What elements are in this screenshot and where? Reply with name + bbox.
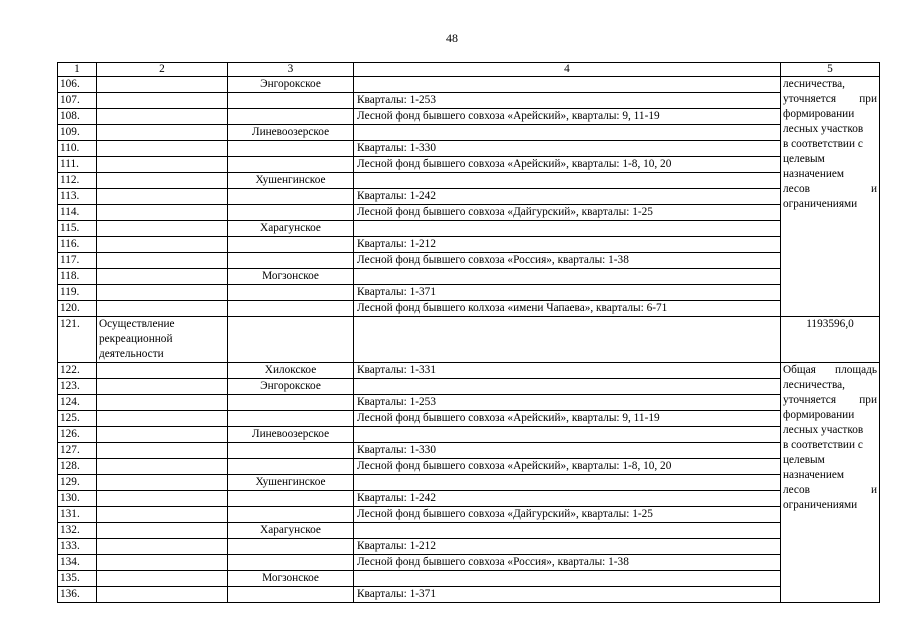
row-number: 119. <box>58 285 97 301</box>
district-cell <box>228 157 354 173</box>
table-row <box>58 507 880 523</box>
table-row <box>58 571 880 587</box>
description-cell: Лесной фонд бывшего совхоза «Дайгурский», кварталы: 1-25 <box>354 507 781 523</box>
row-number: 109. <box>58 125 97 141</box>
note-word: лесов <box>783 183 810 195</box>
purpose-cell <box>97 301 228 317</box>
table-row <box>58 93 880 109</box>
table-row <box>58 189 880 205</box>
row-number: 126. <box>58 427 97 443</box>
purpose-cell <box>97 109 228 125</box>
row-number: 134. <box>58 555 97 571</box>
purpose-cell <box>97 459 228 475</box>
table-row <box>58 301 880 317</box>
row-number: 114. <box>58 205 97 221</box>
note-line <box>783 393 877 408</box>
note-line <box>783 468 877 483</box>
table-row <box>58 109 880 125</box>
row-number: 116. <box>58 237 97 253</box>
table-row <box>58 141 880 157</box>
description-cell: Кварталы: 1-253 <box>354 395 781 411</box>
note-word: и <box>870 484 877 496</box>
description-cell: Кварталы: 1-331 <box>354 363 781 379</box>
description-cell <box>354 427 781 443</box>
note-line <box>783 182 877 197</box>
table-row <box>58 395 880 411</box>
district-cell <box>228 395 354 411</box>
description-cell: Кварталы: 1-371 <box>354 587 781 603</box>
note-line <box>783 107 877 122</box>
note-word: уточняется <box>783 93 837 105</box>
table-row <box>58 539 880 555</box>
description-cell: Кварталы: 1-242 <box>354 491 781 507</box>
row-number: 120. <box>58 301 97 317</box>
purpose-cell <box>97 221 228 237</box>
description-cell: Кварталы: 1-253 <box>354 93 781 109</box>
row-number: 130. <box>58 491 97 507</box>
row-number: 123. <box>58 379 97 395</box>
purpose-cell <box>97 253 228 269</box>
district-cell <box>228 443 354 459</box>
district-cell: Энгорокское <box>228 379 354 395</box>
description-cell: Лесной фонд бывшего совхоза «Арейский», кварталы: 9, 11-19 <box>354 411 781 427</box>
row-number: 115. <box>58 221 97 237</box>
row-number: 135. <box>58 571 97 587</box>
district-cell <box>228 539 354 555</box>
district-cell: Хушенгинское <box>228 173 354 189</box>
row-number: 106. <box>58 77 97 93</box>
table-row <box>58 475 880 491</box>
purpose-cell <box>97 491 228 507</box>
note-word: ограничениями <box>783 198 858 210</box>
description-cell <box>354 173 781 189</box>
row-number: 122. <box>58 363 97 379</box>
row-number: 121. <box>58 317 97 363</box>
note-line <box>783 498 877 513</box>
page-number: 48 <box>446 31 458 45</box>
row-number: 118. <box>58 269 97 285</box>
purpose-cell <box>97 523 228 539</box>
note-line <box>783 423 877 438</box>
table-row <box>58 317 880 363</box>
purpose-cell <box>97 269 228 285</box>
table-body <box>58 77 880 603</box>
purpose-cell <box>97 141 228 157</box>
row-number: 132. <box>58 523 97 539</box>
purpose-cell <box>97 77 228 93</box>
row-number: 117. <box>58 253 97 269</box>
note-word: площадь <box>835 364 877 376</box>
district-cell: Хушенгинское <box>228 475 354 491</box>
table-row <box>58 491 880 507</box>
table-row <box>58 173 880 189</box>
purpose-cell <box>97 363 228 379</box>
description-cell <box>354 475 781 491</box>
note-word: при <box>859 394 877 406</box>
purpose-cell <box>97 587 228 603</box>
description-cell <box>354 379 781 395</box>
row-number: 107. <box>58 93 97 109</box>
table-row <box>58 523 880 539</box>
table-row <box>58 411 880 427</box>
district-cell <box>228 301 354 317</box>
column-number-row <box>58 63 880 77</box>
note-word: лесных участков <box>783 123 864 135</box>
description-cell: Лесной фонд бывшего колхоза «имени Чапаева», кварталы: 6-71 <box>354 301 781 317</box>
description-cell <box>354 125 781 141</box>
table-row <box>58 587 880 603</box>
district-cell <box>228 317 354 363</box>
note-cell <box>781 363 880 603</box>
table-row <box>58 157 880 173</box>
column-header: 3 <box>228 63 354 77</box>
note-word: лесничества, <box>783 379 845 391</box>
note-line <box>783 408 877 423</box>
row-number: 125. <box>58 411 97 427</box>
row-number: 133. <box>58 539 97 555</box>
description-cell <box>354 221 781 237</box>
table-row <box>58 363 880 379</box>
description-cell: Кварталы: 1-330 <box>354 443 781 459</box>
note-line <box>783 137 877 152</box>
description-cell: Кварталы: 1-212 <box>354 539 781 555</box>
note-word: ограничениями <box>783 499 858 511</box>
note-word: назначением <box>783 168 845 180</box>
district-cell: Хилокское <box>228 363 354 379</box>
district-cell <box>228 141 354 157</box>
district-cell: Могзонское <box>228 571 354 587</box>
district-cell: Харагунское <box>228 221 354 237</box>
table-row <box>58 125 880 141</box>
district-cell <box>228 253 354 269</box>
column-header: 2 <box>97 63 228 77</box>
column-header: 5 <box>781 63 880 77</box>
note-line <box>783 197 877 212</box>
purpose-cell <box>97 93 228 109</box>
district-cell <box>228 507 354 523</box>
description-cell: Лесной фонд бывшего совхоза «Дайгурский», кварталы: 1-25 <box>354 205 781 221</box>
purpose-cell <box>97 411 228 427</box>
row-number: 127. <box>58 443 97 459</box>
description-cell: Лесной фонд бывшего совхоза «Арейский», кварталы: 1-8, 10, 20 <box>354 459 781 475</box>
purpose-cell <box>97 555 228 571</box>
note-word: целевым <box>783 454 825 466</box>
note-line <box>783 483 877 498</box>
note-line <box>783 167 877 182</box>
row-number: 129. <box>58 475 97 491</box>
note-word: лесных участков <box>783 424 864 436</box>
district-cell: Линевоозерское <box>228 125 354 141</box>
note-word: в соответствии с <box>783 138 863 150</box>
purpose-cell <box>97 189 228 205</box>
description-cell: Лесной фонд бывшего совхоза «Россия», кварталы: 1-38 <box>354 555 781 571</box>
row-number: 113. <box>58 189 97 205</box>
purpose-cell <box>97 427 228 443</box>
description-cell: Лесной фонд бывшего совхоза «Арейский», кварталы: 1-8, 10, 20 <box>354 157 781 173</box>
note-word: и <box>870 183 877 195</box>
note-word: лесничества, <box>783 78 845 90</box>
purpose-cell <box>97 205 228 221</box>
district-cell <box>228 237 354 253</box>
row-number: 111. <box>58 157 97 173</box>
note-line <box>783 453 877 468</box>
description-cell: Лесной фонд бывшего совхоза «Арейский», кварталы: 9, 11-19 <box>354 109 781 125</box>
area-cell: 1193596,0 <box>781 317 880 363</box>
row-number: 136. <box>58 587 97 603</box>
note-word: уточняется <box>783 394 837 406</box>
column-header: 1 <box>58 63 97 77</box>
column-header: 4 <box>354 63 781 77</box>
description-cell <box>354 571 781 587</box>
purpose-cell <box>97 443 228 459</box>
purpose-cell <box>97 173 228 189</box>
note-word: формировании <box>783 409 855 421</box>
district-cell <box>228 587 354 603</box>
purpose-cell: Осуществление рекреационной деятельности <box>97 317 228 363</box>
description-cell: Кварталы: 1-212 <box>354 237 781 253</box>
row-number: 128. <box>58 459 97 475</box>
purpose-cell <box>97 157 228 173</box>
purpose-cell <box>97 125 228 141</box>
table-row <box>58 427 880 443</box>
row-number: 131. <box>58 507 97 523</box>
district-cell <box>228 205 354 221</box>
note-cell <box>781 77 880 317</box>
note-line <box>783 77 877 92</box>
note-line <box>783 152 877 167</box>
table-row <box>58 77 880 93</box>
district-cell <box>228 93 354 109</box>
forest-table <box>57 62 880 603</box>
table-row <box>58 205 880 221</box>
table-row <box>58 237 880 253</box>
purpose-cell <box>97 379 228 395</box>
description-cell <box>354 269 781 285</box>
note-line <box>783 92 877 107</box>
district-cell <box>228 189 354 205</box>
district-cell <box>228 491 354 507</box>
note-word: в соответствии с <box>783 439 863 451</box>
purpose-cell <box>97 507 228 523</box>
table-row <box>58 269 880 285</box>
description-cell <box>354 317 781 363</box>
note-word: формировании <box>783 108 855 120</box>
table-row <box>58 379 880 395</box>
note-word: назначением <box>783 469 845 481</box>
description-cell <box>354 77 781 93</box>
description-cell <box>354 523 781 539</box>
purpose-cell <box>97 571 228 587</box>
purpose-cell <box>97 475 228 491</box>
table-row <box>58 253 880 269</box>
note-word: Общая <box>783 364 816 376</box>
table-row <box>58 459 880 475</box>
district-cell: Харагунское <box>228 523 354 539</box>
row-number: 124. <box>58 395 97 411</box>
table-row <box>58 221 880 237</box>
row-number: 108. <box>58 109 97 125</box>
table-row <box>58 443 880 459</box>
description-cell: Лесной фонд бывшего совхоза «Россия», кварталы: 1-38 <box>354 253 781 269</box>
purpose-cell <box>97 539 228 555</box>
row-number: 110. <box>58 141 97 157</box>
purpose-cell <box>97 395 228 411</box>
description-cell: Кварталы: 1-330 <box>354 141 781 157</box>
district-cell: Энгорокское <box>228 77 354 93</box>
note-word: при <box>859 93 877 105</box>
district-cell <box>228 411 354 427</box>
district-cell <box>228 109 354 125</box>
district-cell <box>228 285 354 301</box>
district-cell: Могзонское <box>228 269 354 285</box>
district-cell: Линевоозерское <box>228 427 354 443</box>
district-cell <box>228 555 354 571</box>
description-cell: Кварталы: 1-371 <box>354 285 781 301</box>
district-cell <box>228 459 354 475</box>
table-row <box>58 555 880 571</box>
purpose-cell <box>97 285 228 301</box>
purpose-cell <box>97 237 228 253</box>
note-word: целевым <box>783 153 825 165</box>
note-word: лесов <box>783 484 810 496</box>
row-number: 112. <box>58 173 97 189</box>
table-row <box>58 285 880 301</box>
note-line <box>783 363 877 378</box>
note-line <box>783 122 877 137</box>
note-line <box>783 438 877 453</box>
note-line <box>783 378 877 393</box>
description-cell: Кварталы: 1-242 <box>354 189 781 205</box>
